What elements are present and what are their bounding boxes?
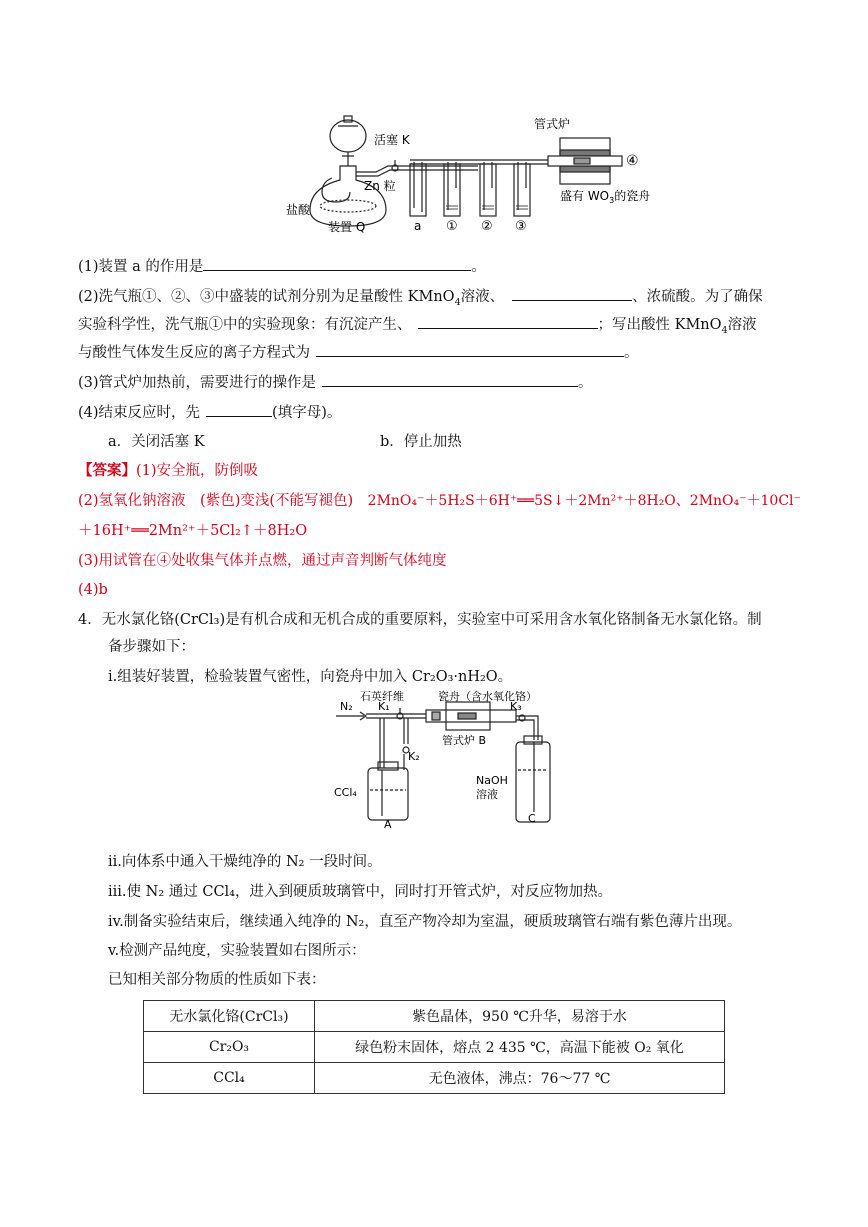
table-cell: 紫色晶体，950 ℃升华，易溶于水 bbox=[315, 1001, 725, 1032]
n2-label: N₂ bbox=[340, 700, 353, 713]
problem-4-intro-2: 备步骤如下： bbox=[108, 639, 195, 655]
option-b: b．停止加热 bbox=[380, 434, 462, 450]
answer-3: (3)用试管在④处收集气体并点燃，通过声音判断气体纯度 bbox=[78, 553, 447, 569]
problem-4-intro-1: 4．无水氯化铬(CrCl₃)是有机合成和无机合成的重要原料，实验室中可采用含水氧化铬制备无水氯化铬。制 bbox=[78, 612, 762, 628]
table-cell: 无色液体，沸点：76～77 ℃ bbox=[315, 1063, 725, 1094]
ccl4-label: CCl₄ bbox=[334, 786, 357, 799]
table-row bbox=[144, 1032, 725, 1063]
question-2-line-2: 实验科学性，洗气瓶①中的实验现象：有沉淀产生、 ；写出酸性 KMnO$_4$溶液 bbox=[78, 314, 798, 335]
question-1: (1)装置 a 的作用是 。 bbox=[78, 256, 798, 277]
boat-label-2: 瓷舟（含水氧化铬） bbox=[438, 690, 537, 703]
fiber-label: 石英纤维 bbox=[360, 690, 404, 703]
valve-label: 活塞 K bbox=[374, 133, 410, 147]
option-a: a．关闭活塞 K bbox=[108, 434, 205, 450]
bottle-label-3: ③ bbox=[515, 219, 527, 234]
acid-label: 盐酸 bbox=[286, 203, 311, 217]
k3-label: K₃ bbox=[510, 700, 522, 713]
naoh-label: NaOH bbox=[476, 774, 508, 787]
answer-2-cont: ＋16H⁺══2Mn²⁺＋5Cl₂↑＋8H₂O bbox=[78, 523, 308, 539]
boat-label: 盛有 $WO_3$的瓷舟 bbox=[560, 189, 650, 205]
table-cell: 无水氯化铬(CrCl₃) bbox=[144, 1001, 315, 1032]
table-cell: Cr₂O₃ bbox=[144, 1032, 315, 1063]
solution-label: 溶液 bbox=[476, 788, 498, 801]
k1-label: K₁ bbox=[378, 700, 390, 713]
apparatus-figure-1 bbox=[270, 108, 650, 236]
table-intro: 已知相关部分物质的性质如下表： bbox=[108, 972, 326, 988]
bottle-c-label: C bbox=[528, 812, 536, 825]
question-2-line-3: 与酸性气体发生反应的离子方程式为 。 bbox=[78, 342, 798, 363]
step-1: i.组装好装置，检验装置气密性，向瓷舟中加入 Cr₂O₃·nH₂O。 bbox=[108, 669, 513, 685]
question-2-line-1: (2)洗气瓶①、②、③中盛装的试剂分别为足量酸性 KMnO$_4$溶液、 、浓硫酸。为了确保 bbox=[78, 286, 798, 307]
bottle-a-label: A bbox=[384, 818, 392, 830]
bottle-label-1: ① bbox=[446, 219, 458, 234]
step-4: iv.制备实验结束后，继续通入纯净的 N₂，直至产物冷却为室温，硬质玻璃管右端有紫色薄片出现。 bbox=[108, 914, 742, 930]
question-4: (4)结束反应时，先 (填字母)。 bbox=[78, 402, 798, 423]
table-row bbox=[144, 1063, 725, 1094]
answer-4: (4)b bbox=[78, 582, 108, 598]
table-row bbox=[144, 1001, 725, 1032]
table-cell: 绿色粉末固体，熔点 2 435 ℃，高温下能被 O₂ 氧化 bbox=[315, 1032, 725, 1063]
properties-table bbox=[143, 1000, 725, 1094]
bottle-label-a: a bbox=[414, 219, 422, 233]
answer-1: 【答案】(1)安全瓶，防倒吸 bbox=[78, 462, 259, 479]
step-3: iii.使 N₂ 通过 CCl₄，进入到硬质玻璃管中，同时打开管式炉，对反应物加热。 bbox=[108, 884, 612, 900]
step-2: ii.向体系中通入干燥纯净的 N₂ 一段时间。 bbox=[108, 854, 382, 870]
outlet-label-4: ④ bbox=[626, 153, 639, 169]
apparatus-q-label: 装置 Q bbox=[328, 220, 366, 234]
bottle-label-2: ② bbox=[481, 219, 493, 234]
answer-2: (2)氢氧化钠溶液 (紫色)变浅(不能写褪色) 2MnO₄⁻＋5H₂S＋6H⁺══5S↓＋2Mn²⁺＋8H₂O、2MnO₄⁻＋10Cl⁻ bbox=[78, 493, 801, 509]
zn-label: Zn 粒 bbox=[364, 179, 396, 193]
apparatus-figure-2 bbox=[330, 690, 560, 830]
table-cell: CCl₄ bbox=[144, 1063, 315, 1094]
furnace-b-label: 管式炉 B bbox=[442, 734, 487, 747]
k2-label: K₂ bbox=[408, 750, 420, 763]
step-5: v.检测产品纯度，实验装置如右图所示： bbox=[108, 943, 366, 959]
question-3: (3)管式炉加热前，需要进行的操作是 。 bbox=[78, 372, 798, 393]
furnace-label: 管式炉 bbox=[534, 117, 571, 131]
